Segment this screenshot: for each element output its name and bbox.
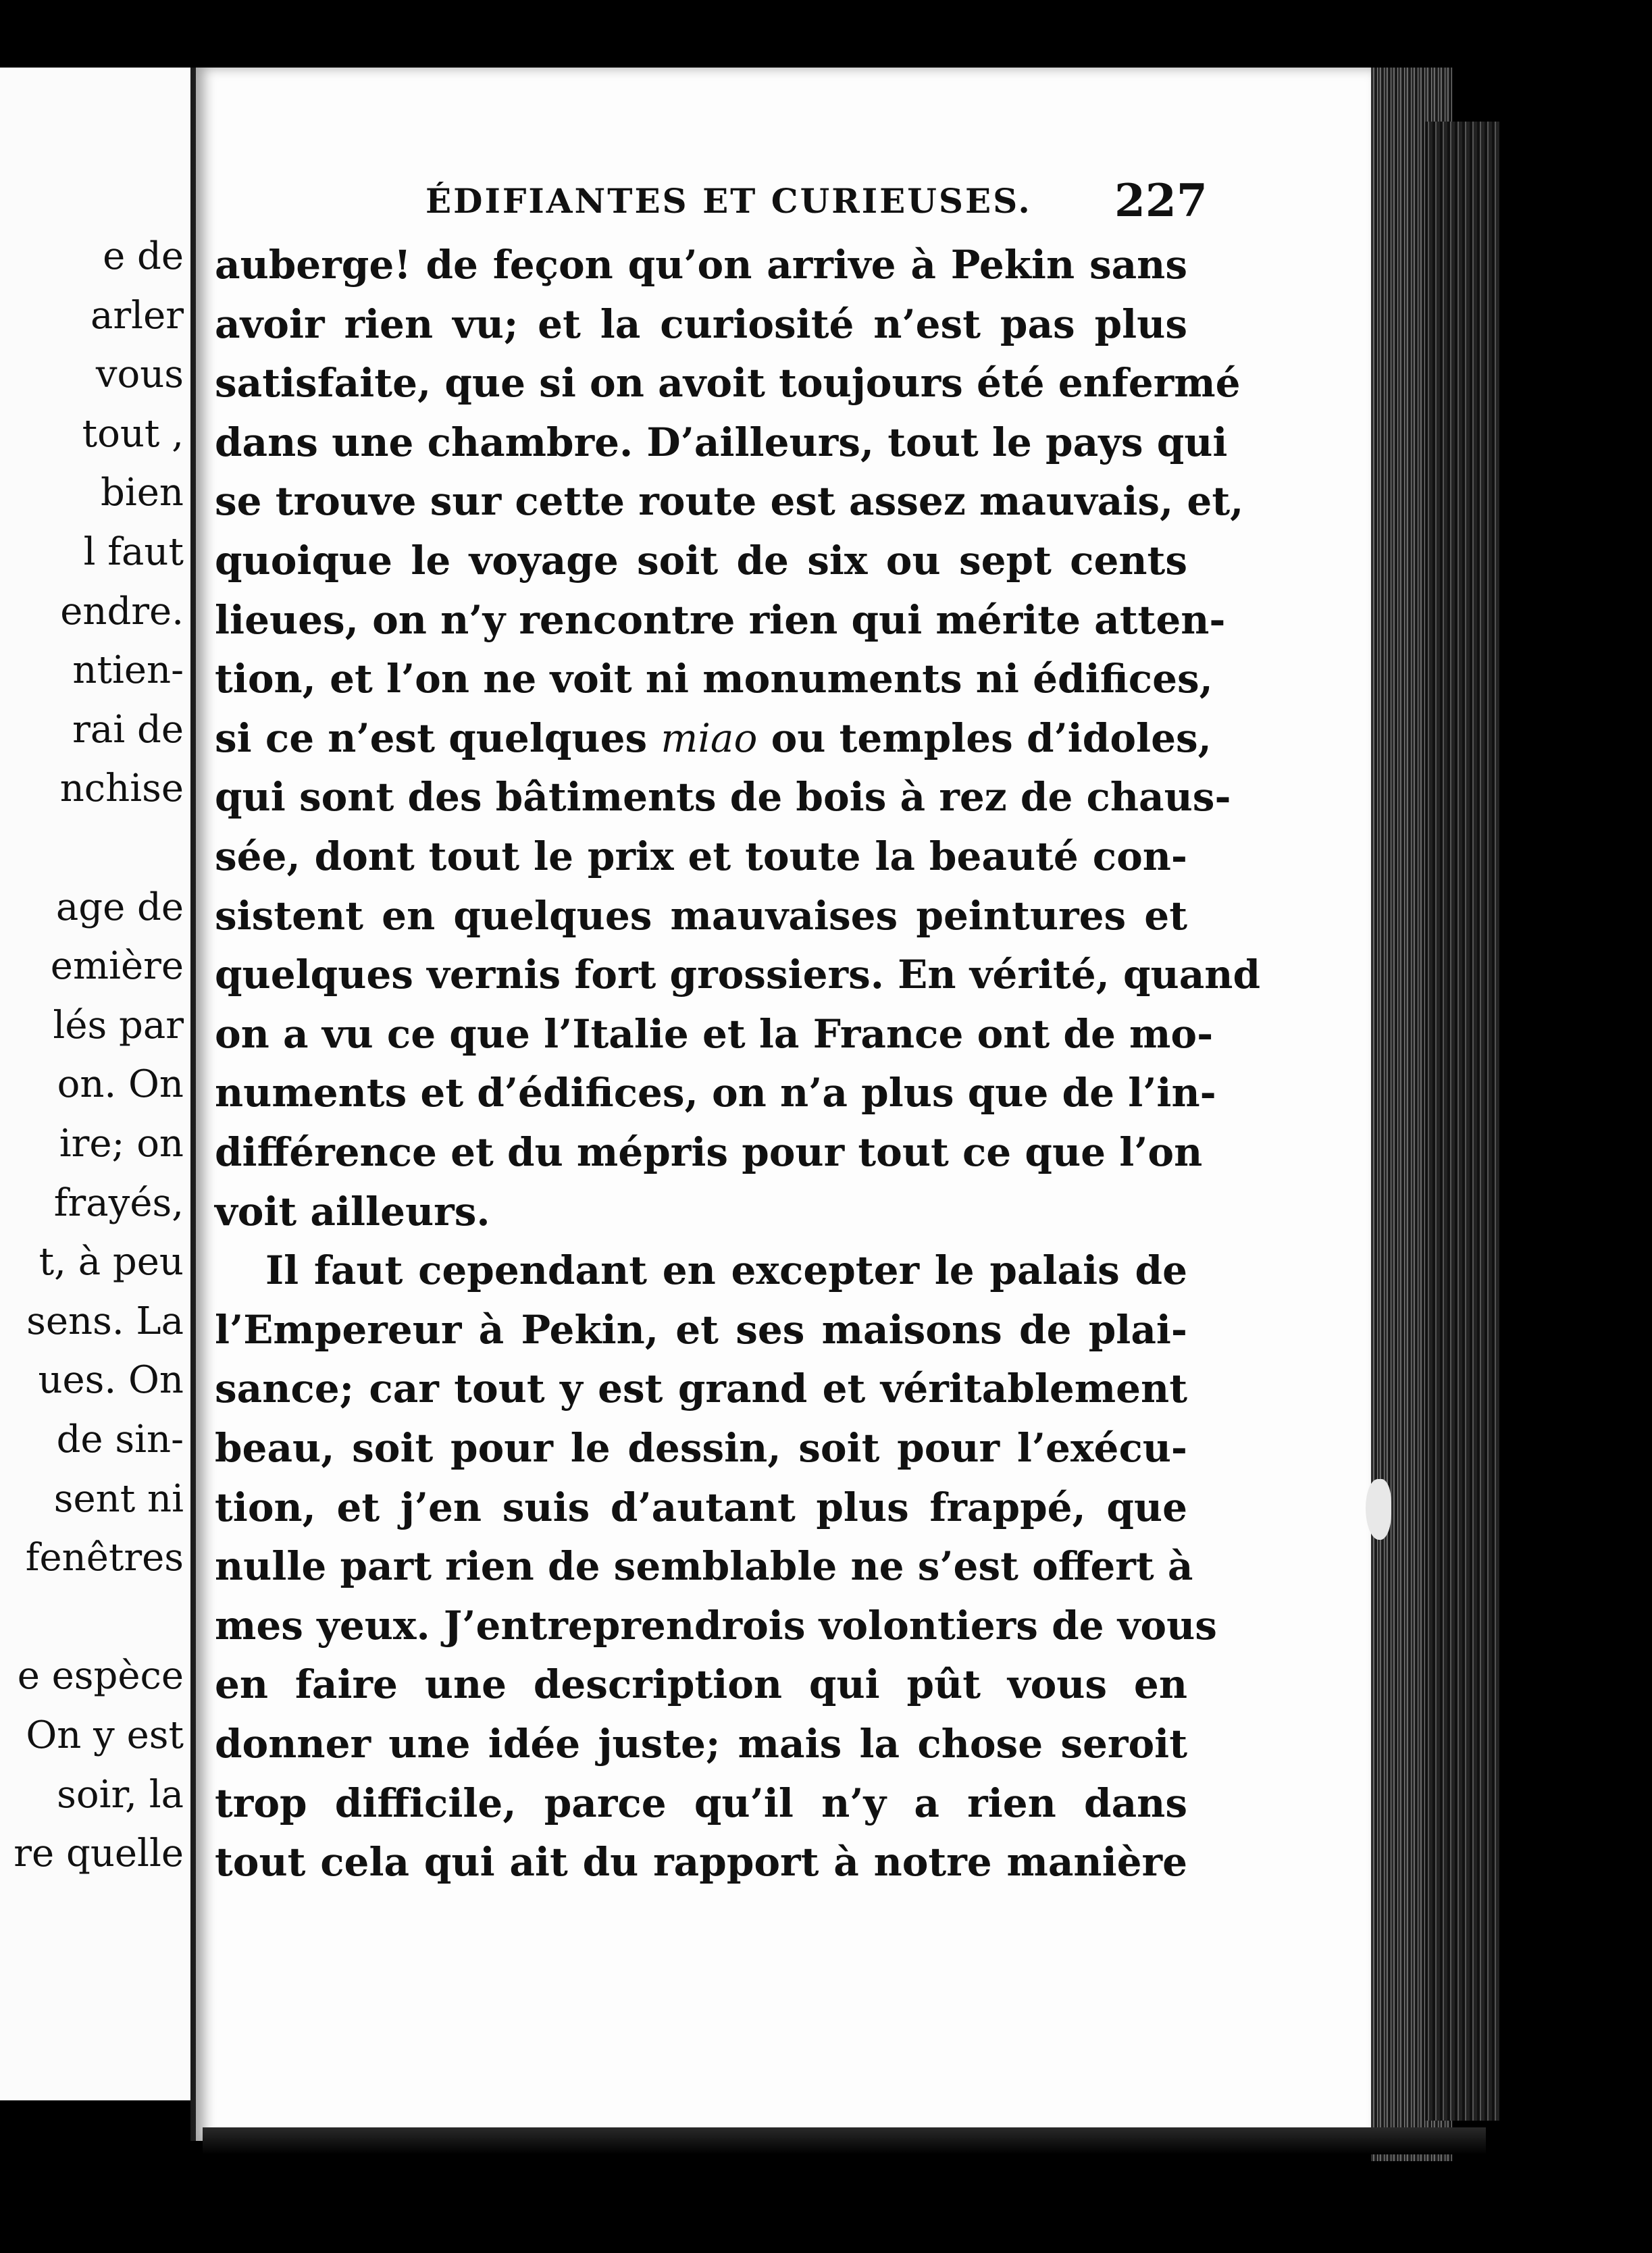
facing-page-line: de sin- [56,1418,184,1461]
facing-page-line: frayés, [53,1181,184,1225]
facing-page-line: soir, la [57,1772,184,1817]
text-segment: en faire une description qui pût vous en [215,1661,1187,1708]
paper-damage [1366,1479,1391,1540]
text-line [215,1362,1187,1416]
text-segment: sance; car tout y est grand et véritablement [215,1366,1187,1412]
text-line [215,1539,1193,1593]
facing-page-line: ire; on [59,1122,184,1166]
facing-page-line: nchise [59,767,184,811]
text-segment: tion, et j’en suis d’autant plus frappé, que [215,1484,1187,1530]
text-segment: qui sont des bâtiments de bois à rez de chaus- [215,774,1231,821]
text-line [215,1303,1187,1357]
facing-page-line: emière [50,944,184,989]
text-line [215,356,1241,410]
text-segment: on a vu ce que l’Italie et la France ont de mo- [215,1010,1214,1057]
text-segment: voit ailleurs. [215,1188,490,1235]
text-line [215,415,1228,469]
text-line [215,1480,1187,1534]
text-segment: trop difficile, parce qu’il n’y a rien dans [215,1780,1187,1826]
text-line [215,1185,1187,1239]
text-line [215,1007,1214,1061]
facing-page-line: On y est [26,1713,184,1757]
text-segment: auberge! de feçon qu’on arrive à Pekin sans [215,242,1187,288]
text-line [215,711,1212,765]
text-line [215,1835,1187,1889]
facing-page-left [0,68,190,2100]
text-segment: quoique le voyage soit de six ou sept cents [215,538,1187,584]
text-segment: satisfaite, que si on avoit toujours été enfermé [215,360,1241,407]
text-line [215,948,1261,1002]
book-page [196,68,1371,2141]
text-segment: quelques vernis fort grossiers. En vérité, quand [215,952,1261,998]
text-line [215,593,1226,647]
facing-page-line: tout , [82,411,184,456]
text-line [215,1717,1187,1771]
text-line [215,1657,1187,1711]
facing-page-line: on. On [57,1062,184,1107]
text-segment: l’Empereur à Pekin, et ses maisons de plai- [215,1306,1187,1353]
facing-page-line: age de [55,885,184,929]
facing-page-line: sent ni [53,1476,184,1521]
italic-term: miao [661,715,758,761]
page-number: 227 [1114,174,1208,227]
running-head: ÉDIFIANTES ET CURIEUSES. [425,181,1032,221]
page-edges-back [1425,122,1499,2121]
text-segment: mes yeux. J’entreprendrois volontiers de vous [215,1602,1217,1649]
text-segment: avoir rien vu; et la curiosité n’est pas plus [215,301,1187,347]
text-line [215,829,1187,883]
text-line [215,534,1187,588]
text-segment: ou temples d’idoles, [757,715,1212,761]
text-segment: nulle part rien de semblable ne s’est offert à [215,1543,1193,1590]
text-line [215,1776,1187,1830]
text-segment: lieues, on n’y rencontre rien qui mérite atten- [215,596,1226,643]
facing-page-line: sens. La [26,1299,184,1343]
text-line [215,770,1231,824]
text-segment: donner une idée juste; mais la chose seroit [215,1721,1187,1767]
facing-page-line: l faut [83,530,184,574]
facing-page-line: re quelle [14,1832,184,1876]
text-line [215,474,1244,528]
text-line [215,889,1187,943]
facing-page-line: e de [103,234,184,278]
facing-page-line: t, à peu [38,1240,184,1285]
text-segment: Il faut cependant en excepter le palais de [265,1247,1187,1294]
text-line [215,1243,1187,1297]
facing-page-line: fenêtres [25,1536,184,1580]
facing-page-line: vous [95,353,184,397]
text-line [215,1421,1187,1475]
text-segment: si ce n’est quelques [215,715,661,761]
text-segment: numents et d’édifices, on n’a plus que de l’in- [215,1070,1216,1116]
text-segment: différence et du mépris pour tout ce que l’on [215,1129,1203,1175]
page-bottom-shadow [203,2127,1486,2154]
facing-page-line: lés par [53,1003,184,1047]
text-line [215,1125,1203,1179]
text-line [215,652,1213,706]
text-line [215,238,1187,292]
text-segment: dans une chambre. D’ailleurs, tout le pays qui [215,419,1228,465]
page-header [215,174,1208,228]
facing-page-line: arler [91,293,184,338]
text-segment: tout cela qui ait du rapport à notre manière [215,1839,1187,1886]
text-segment: sée, dont tout le prix et toute la beauté con- [215,833,1187,879]
text-line [215,1066,1216,1120]
text-segment: beau, soit pour le dessin, soit pour l’exécu- [215,1425,1187,1471]
text-line [215,297,1187,351]
text-line [215,1599,1217,1653]
text-segment: se trouve sur cette route est assez mauvais, et, [215,478,1244,525]
text-segment: sistent en quelques mauvaises peintures et [215,892,1187,939]
facing-page-line: bien [101,471,184,515]
facing-page-line: ntien- [72,648,184,693]
text-segment: tion, et l’on ne voit ni monuments ni édifices, [215,656,1213,702]
facing-page-line: rai de [72,707,184,752]
facing-page-line: endre. [60,589,184,633]
facing-page-line: ues. On [38,1358,184,1403]
facing-page-line: e espèce [17,1654,184,1699]
